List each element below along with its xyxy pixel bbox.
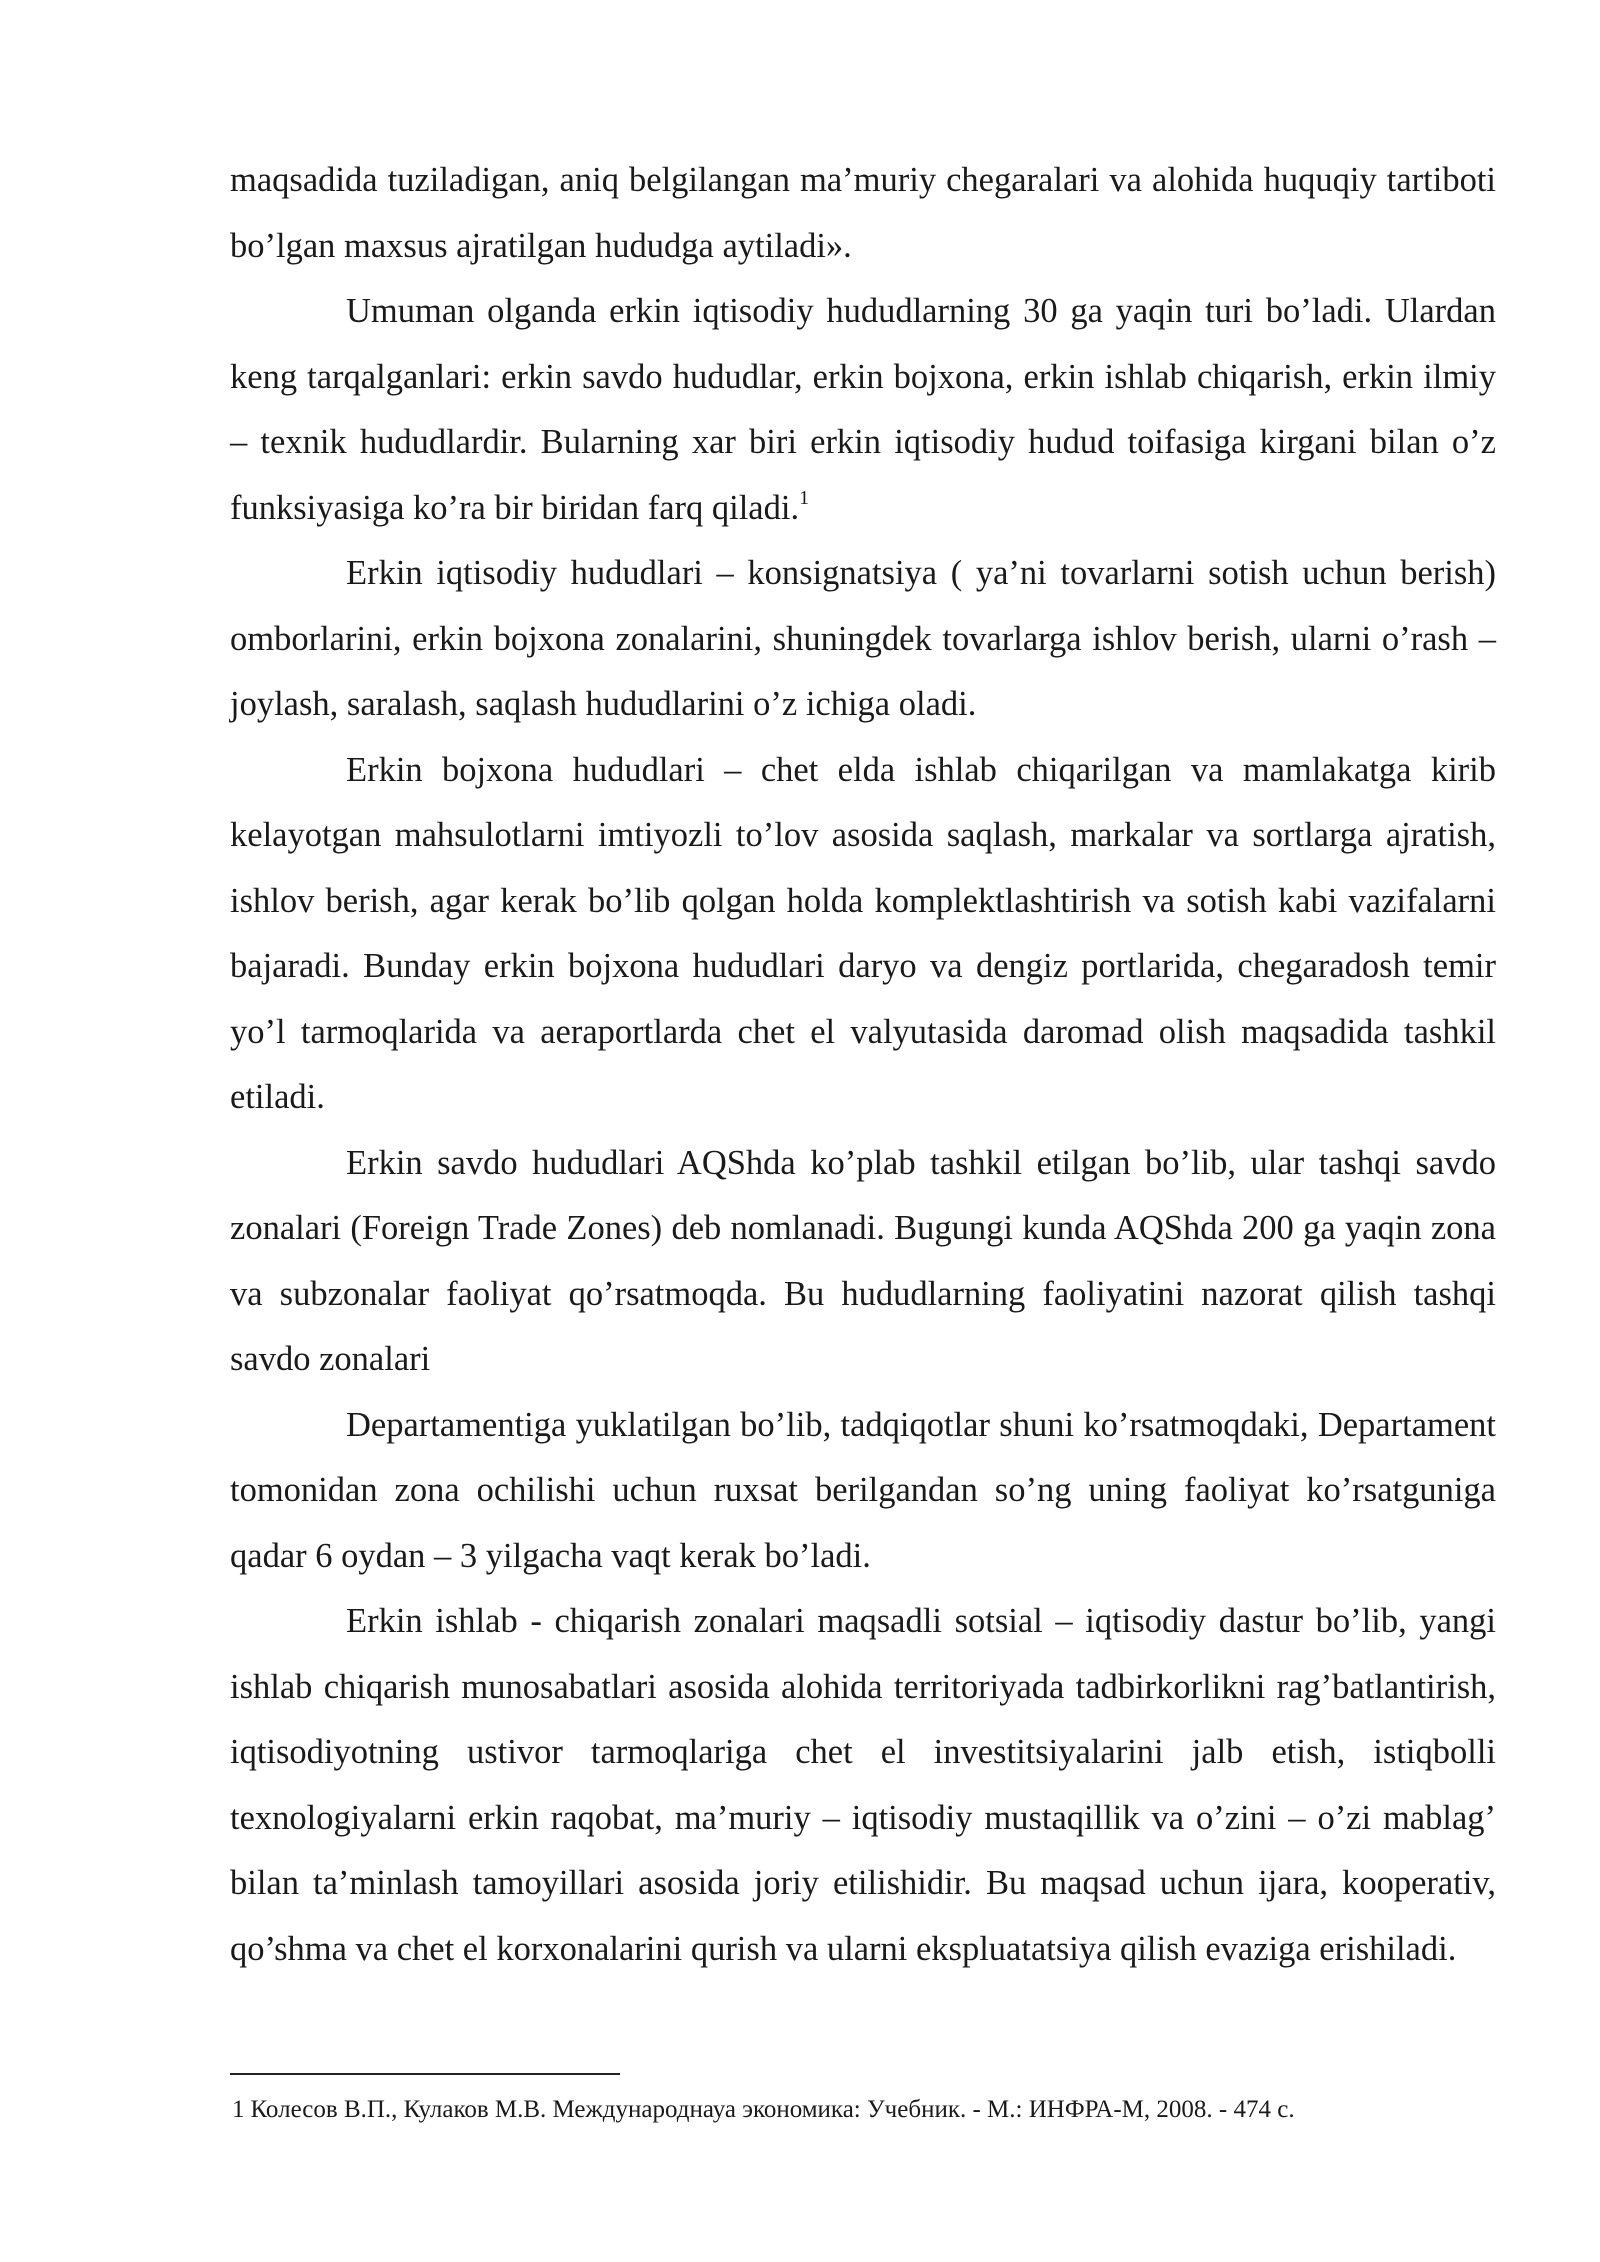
paragraph-continuation: maqsadida tuziladigan, aniq belgilangan ma’muriy chegaralari va alohida huquqiy tartiboti bo’lgan maxsus ajratilgan hududga aytiladi». bbox=[230, 161, 1496, 265]
paragraph-trade-zones: Erkin savdo hududlari AQShda ko’plab tashkil etilgan bo’lib, ular tashqi savdo zonalari (Foreign Trade Zones) deb nomlanadi. Bugungi kunda AQShda 200 ga yaqin zona va subzonalar faoliyat qo’rsatmoqda. Bu hududlarning faoliyatini nazorat qilish tashqi savdo zonalari bbox=[230, 1143, 1496, 1378]
paragraph-types-of-zones bbox=[230, 279, 1496, 541]
footnote-number: 1 bbox=[232, 2096, 245, 2123]
paragraph-production-zones: Erkin ishlab - chiqarish zonalari maqsadli sotsial – iqtisodiy dastur bo’lib, yangi ishlab chiqarish munosabatlari asosida alohida territoriyada tadbirkorlikni rag’batlantirish, iqtisodiyotning ustivor tarmoqlariga chet el investitsiyalarini jalb etish, istiqbolli texnologiyalarni erkin raqobat, ma’muriy – iqtisodiy mustaqillik va o’zini – o’zi mablag’ bilan ta’minlash tamoyillari asosida joriy etilishidir. Bu maqsad uchun ijara, kooperativ, qo’shma va chet el korxonalarini qurish va ularni ekspluatatsiya qilish evaziga erishiladi. bbox=[230, 1602, 1496, 1968]
footnote bbox=[232, 2092, 1502, 2128]
footnote-reference: 1 bbox=[799, 487, 810, 509]
document-body bbox=[230, 148, 1496, 1982]
paragraph-economic-zones: Erkin iqtisodiy hududlari – konsignatsiya ( ya’ni tovarlarni sotish uchun berish) omborlarini, erkin bojxona zonalarini, shuningdek tovarlarga ishlov berish, ularni o’rash – joylash, saralash, saqlash hududlarini o’z ichiga oladi. bbox=[230, 554, 1496, 723]
paragraph-customs-zones: Erkin bojxona hududlari – chet elda ishlab chiqarilgan va mamlakatga kirib kelayotgan mahsulotlarni imtiyozli to’lov asosida saqlash, markalar va sortlarga ajratish, ishlov berish, agar kerak bo’lib qolgan holda komplektlashtirish va sotish kabi vazifalarni bajaradi. Bunday erkin bojxona hududlari daryo va dengiz portlarida, chegaradosh temir yo’l tarmoqlarida va aeraportlarda chet el valyutasida daromad olish maqsadida tashkil etiladi. bbox=[230, 750, 1496, 1116]
paragraph-department: Departamentiga yuklatilgan bo’lib, tadqiqotlar shuni ko’rsatmoqdaki, Departament tomonidan zona ochilishi uchun ruxsat berilgandan so’ng uning faoliyat ko’rsatguniga qadar 6 oydan – 3 yilgacha vaqt kerak bo’ladi. bbox=[230, 1405, 1496, 1575]
footnote-separator bbox=[230, 2073, 620, 2075]
footnote-text: Колесов В.П., Кулаков М.В. Международнауа экономика: Учебник. - М.: ИНФРА-М, 2008. - 474 с. bbox=[250, 2096, 1295, 2123]
paragraph-text: Umuman olganda erkin iqtisodiy hududlarning 30 ga yaqin turi bo’ladi. Ulardan keng tarqalganlari: erkin savdo hududlar, erkin bojxona, erkin ishlab chiqarish, erkin ilmiy – texnik hududlardir. Bularning xar biri erkin iqtisodiy hudud toifasiga kirgani bilan o’z funksiyasiga ko’ra bir biridan farq qiladi. bbox=[230, 292, 1496, 527]
